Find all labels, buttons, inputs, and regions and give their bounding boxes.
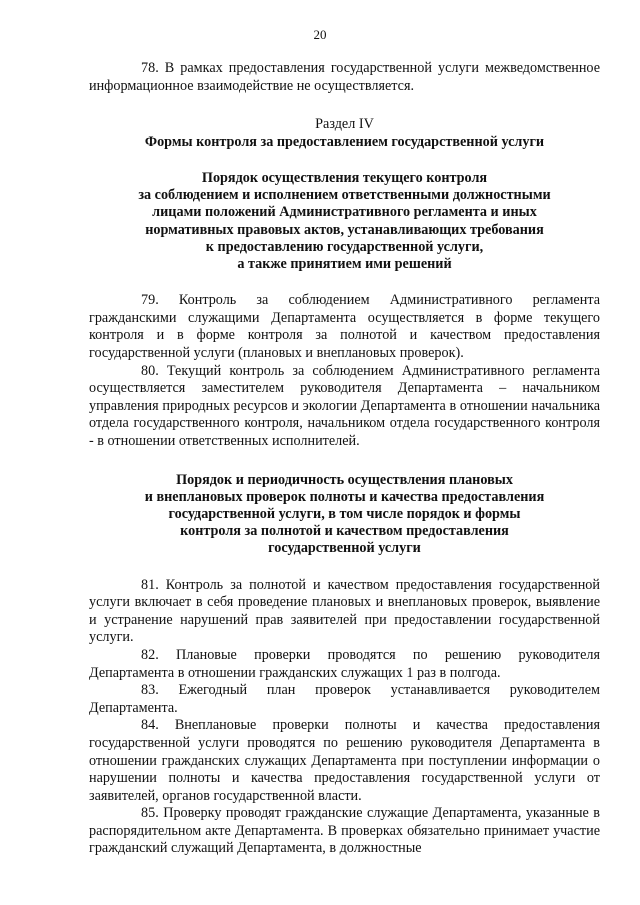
page-number: 20 xyxy=(313,27,327,42)
heading-line: и внеплановых проверок полноты и качества предоставления xyxy=(144,488,545,505)
heading-line: Порядок и периодичность осуществления плановых xyxy=(176,471,513,488)
paragraph-84: 84. Внеплановые проверки полноты и качества предоставления государственной услуги проводятся по решению руководителя Департамента в отношении гражданских служащих Департамента при поступлении информации о нарушении полноты и качества предоставления государственной услуги от заявителей, органов государственной власти. xyxy=(89,717,600,804)
paragraph-78: 78. В рамках предоставления государственной услуги межведомственное информационное взаимодействие не осуществляется. xyxy=(89,60,600,94)
heading-line: лицами положений Административного регламента и иных xyxy=(152,204,537,221)
paragraph-79: 79. Контроль за соблюдением Административного регламента гражданскими служащими Департамента осуществляется в форме текущего контроля и в форме контроля за полнотой и качеством предоставления государственной услуги (плановых и внеплановых проверок). xyxy=(89,292,600,361)
heading-line: за соблюдением и исполнением ответственными должностными xyxy=(138,187,551,204)
heading-line: к предоставлению государственной услуги, xyxy=(205,238,484,255)
heading-line: контроля за полнотой и качеством предоставления xyxy=(180,523,509,540)
document-body xyxy=(89,60,600,858)
subsection-heading-current-control xyxy=(89,170,600,273)
heading-line: а также принятием ими решений xyxy=(237,256,452,272)
heading-line: Порядок осуществления текущего контроля xyxy=(201,169,488,186)
subsection-heading-inspections xyxy=(89,472,600,558)
paragraph-85: 85. Проверку проводят гражданские служащие Департамента, указанные в распорядительном акте Департамента. В проверках обязательно принимает участие гражданский служащий Департамента, в должностные xyxy=(89,805,600,857)
paragraph-82: 82. Плановые проверки проводятся по решению руководителя Департамента в отношении гражданских служащих 1 раз в полгода. xyxy=(89,646,600,681)
paragraph-80: 80. Текущий контроль за соблюдением Административного регламента осуществляется заместителем руководителя Департамента – начальником управления природных ресурсов и экологии Департамента в отношении начальника отдела государственного контроля, начальником отдела государственного контроля - в отношении ответственных исполнителей. xyxy=(89,362,600,449)
section-label: Раздел IV xyxy=(315,116,374,133)
heading-line: нормативных правовых актов, устанавливающих требования xyxy=(145,221,544,238)
paragraph-83: 83. Ежегодный план проверок устанавливается руководителем Департамента. xyxy=(89,682,600,716)
heading-line: государственной услуги xyxy=(268,540,421,557)
section-title: Формы контроля за предоставлением государственной услуги xyxy=(144,133,545,150)
paragraph-81: 81. Контроль за полнотой и качеством предоставления государственной услуги включает в себя проведение плановых и внеплановых проверок, выявление и устранение нарушений прав заявителей при предоставлении государственной услуги. xyxy=(89,576,600,646)
heading-line: государственной услуги, в том числе порядок и формы xyxy=(168,505,521,522)
